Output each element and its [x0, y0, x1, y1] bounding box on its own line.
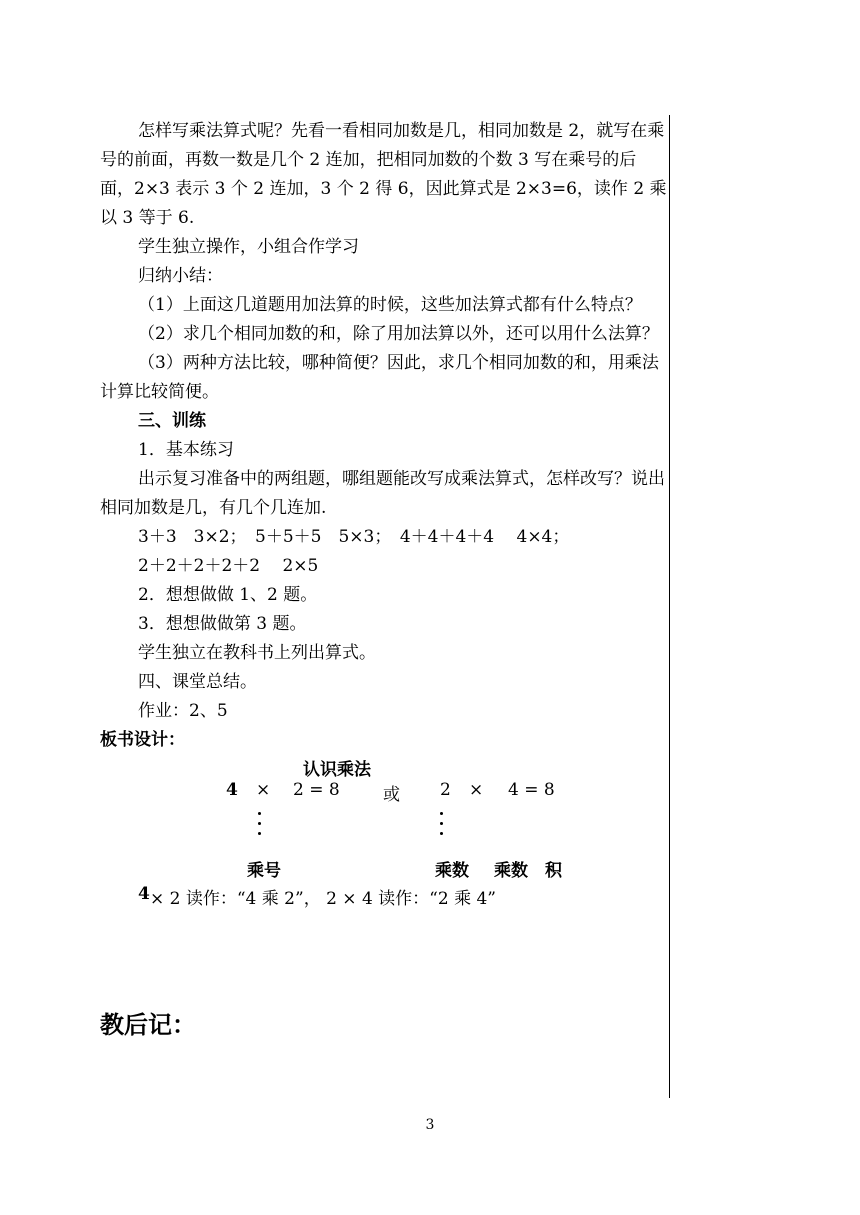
paragraph-student-list: 学生独立在教科书上列出算式。: [138, 643, 376, 663]
after-class-notes-heading: 教后记：: [100, 1010, 196, 1039]
section-heading-training: 三、训练: [138, 411, 206, 431]
paragraph-question-1: （1）上面这几道题用加法算的时候，这些加法算式都有什么特点？: [138, 295, 642, 315]
board-label-sign: 乘号: [247, 861, 281, 881]
paragraph-rewrite-task: 出示复习准备中的两组题，哪组题能改写成乘法算式，怎样改写？说出相同加数是几，有几个几连加.: [100, 469, 665, 518]
board-title: 认识乘法: [303, 760, 371, 780]
paragraph-question-2: （2）求几个相同加数的和，除了用加法算以外，还可以用什么法算？: [138, 324, 659, 344]
section-heading-summary: 四、课堂总结。: [138, 672, 257, 692]
board-eq-left-rest: 2 = 8: [293, 780, 340, 800]
board-eq-left-first: 4: [226, 780, 238, 800]
board-dotted-pointer-right: [440, 812, 444, 842]
paragraph-question-3: （3）两种方法比较，哪种简便？因此，求几个相同加数的和，用乘法计算比较简便。: [100, 353, 659, 402]
equation-line-1: 3＋3 3×2； 5＋5＋5 5×3； 4＋4＋4＋4 4×4；: [138, 527, 570, 547]
board-or: 或: [383, 785, 400, 805]
board-eq-right-rest: 4 = 8: [508, 780, 555, 800]
paragraph-student-practice: 学生独立操作，小组合作学习: [138, 237, 359, 257]
paragraph-exercise-3: 3．想想做做第 3 题。: [138, 614, 307, 634]
paragraph-summary-heading: 归纳小结：: [138, 266, 223, 286]
paragraph-exercise-1-2: 2．想想做做 1、2 题。: [138, 585, 318, 605]
board-design: [100, 755, 668, 925]
board-label-product: 积: [545, 861, 562, 881]
board-design-heading: 板书设计：: [100, 730, 185, 750]
paragraph-multiplication-writing: 怎样写乘法算式呢？先看一看相同加数是几，相同加数是 2，就写在乘号的前面，再数一数是几个 2 连加，把相同加数的个数 3 写在乘号的后面，2×3 表示 3 个 2 连加，3 个 2 得 6，因此算式是 2×3=6，读作 2 乘以 3 等于 6.: [100, 121, 667, 228]
board-eq-left-operator: ×: [256, 780, 271, 800]
table-border-line: [669, 115, 670, 1098]
page-number: 3: [425, 1117, 435, 1133]
board-eq-right-first: 2: [440, 780, 451, 800]
board-reading-line: × 2 读作：“4 乘 2”， 2 × 4 读作：“2 乘 4”: [150, 889, 497, 909]
board-read-first: 4: [138, 884, 150, 904]
equation-line-2: 2＋2＋2＋2＋2 2×5: [138, 556, 319, 576]
board-label-factor-1: 乘数: [435, 861, 469, 881]
board-label-factor-2: 乘数: [494, 861, 528, 881]
lesson-content: [100, 117, 668, 925]
paragraph-homework: 作业：2、5: [138, 701, 228, 721]
board-dotted-pointer-left: [258, 812, 262, 842]
board-eq-right-operator: ×: [469, 780, 484, 800]
paragraph-basic-practice: 1．基本练习: [138, 440, 234, 460]
